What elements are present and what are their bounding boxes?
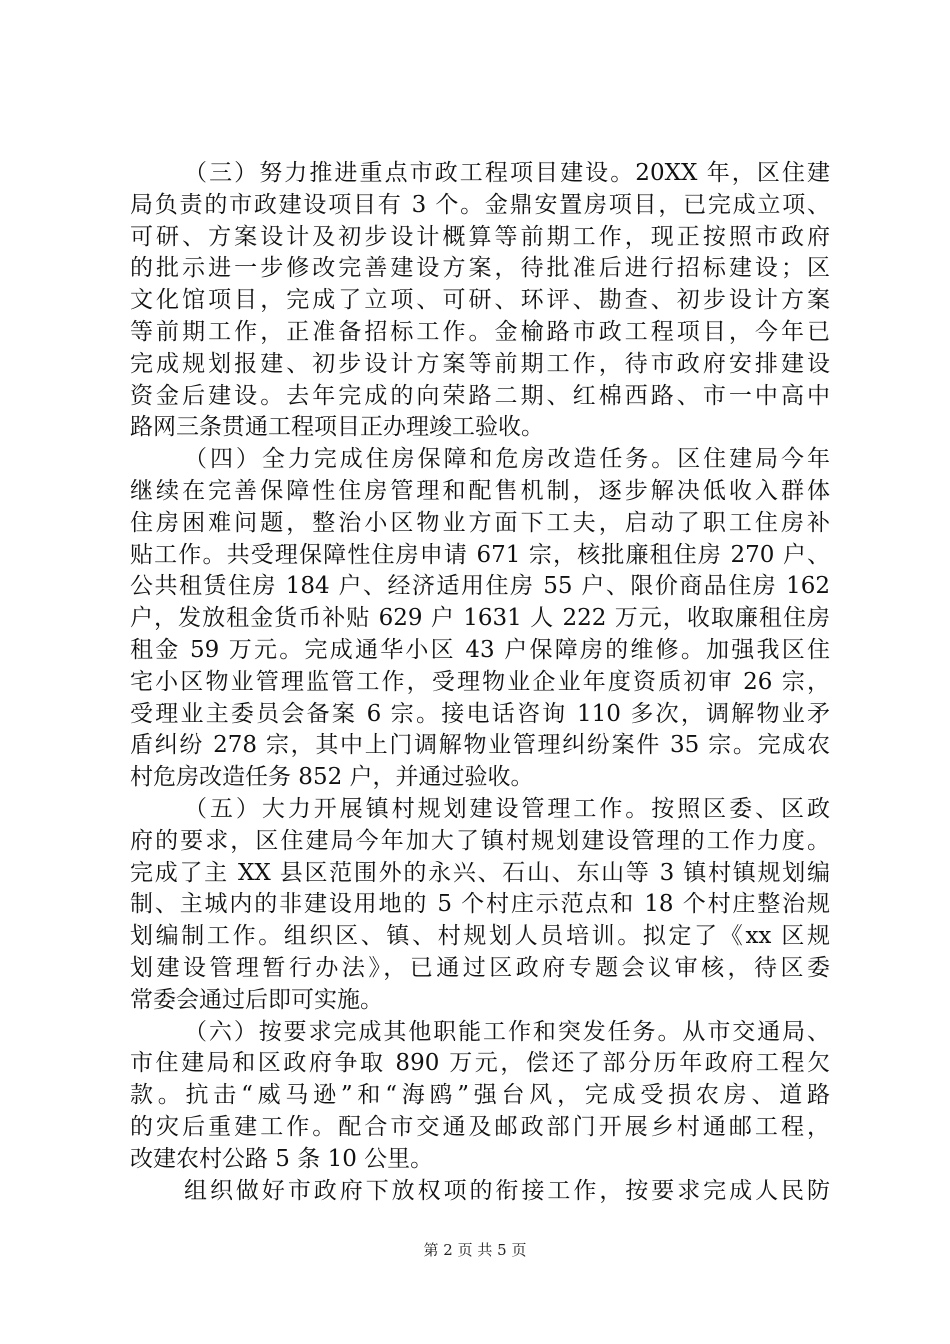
text-line: 租金 59 万元。完成通华小区 43 户保障房的维修。加强我区住: [130, 636, 830, 663]
text-line: 完成规划报建、初步设计方案等前期工作，待市政府安排建设: [130, 350, 830, 377]
text-line: 市住建局和区政府争取 890 万元，偿还了部分历年政府工程欠: [130, 1050, 830, 1077]
text-line: 等前期工作，正准备招标工作。金榆路市政工程项目，今年已: [130, 318, 830, 345]
text-line: 受理业主委员会备案 6 宗。接电话咨询 110 多次，调解物业矛: [130, 700, 830, 727]
text-line: 住房困难问题，整治小区物业方面下工夫，启动了职工住房补: [130, 509, 830, 536]
text-line: 常委会通过后即可实施。: [130, 986, 383, 1013]
text-line: 路网三条贯通工程项目正办理竣工验收。: [130, 414, 544, 441]
text-line: 的灾后重建工作。配合市交通及邮政部门开展乡村通邮工程，: [130, 1113, 830, 1140]
text-line: 户，发放租金货币补贴 629 户 1631 人 222 万元，收取廉租住房: [130, 605, 830, 632]
text-line: 宅小区物业管理监管工作，受理物业企业年度资质初审 26 宗，: [130, 668, 830, 695]
text-line: 完成了主 XX 县区范围外的永兴、石山、东山等 3 镇村镇规划编: [130, 859, 830, 886]
text-line: 盾纠纷 278 宗，其中上门调解物业管理纠纷案件 35 宗。完成农: [130, 732, 830, 759]
text-line: （六）按要求完成其他职能工作和突发任务。从市交通局、: [184, 1018, 830, 1045]
text-line: 组织做好市政府下放权项的衔接工作，按要求完成人民防: [184, 1177, 830, 1204]
text-line: 公共租赁住房 184 户、经济适用住房 55 户、限价商品住房 162: [130, 573, 830, 600]
text-line: （五）大力开展镇村规划建设管理工作。按照区委、区政: [184, 795, 830, 822]
text-line: 文化馆项目，完成了立项、可研、环评、勘查、初步设计方案: [130, 287, 830, 314]
text-line: （三）努力推进重点市政工程项目建设。20XX 年，区住建: [184, 160, 830, 186]
text-line: （四）全力完成住房保障和危房改造任务。区住建局今年: [184, 446, 830, 473]
page-footer: 第 2 页 共 5 页: [423, 1241, 527, 1259]
text-line: 的批示进一步修改完善建设方案，待批准后进行招标建设；区: [130, 255, 830, 282]
text-line: 贴工作。共受理保障性住房申请 671 宗，核批廉租住房 270 户、: [130, 541, 830, 568]
text-line: 资金后建设。去年完成的向荣路二期、红棉西路、市一中高中: [130, 382, 830, 409]
text-line: 府的要求，区住建局今年加大了镇村规划建设管理的工作力度。: [130, 827, 830, 854]
text-line: 划建设管理暂行办法》，已通过区政府专题会议审核，待区委: [130, 954, 830, 981]
document-body: [130, 158, 830, 1207]
text-line: 村危房改造任务 852 户，并通过验收。: [130, 764, 534, 791]
text-line: 制、主城内的非建设用地的 5 个村庄示范点和 18 个村庄整治规: [130, 891, 830, 918]
text-line: 可研、方案设计及初步设计概算等前期工作，现正按照市政府: [130, 223, 830, 250]
text-line: 继续在完善保障性住房管理和配售机制，逐步解决低收入群体: [130, 477, 830, 504]
text-line: 划编制工作。组织区、镇、村规划人员培训。拟定了《xx 区规: [130, 923, 830, 950]
text-line: 改建农村公路 5 条 10 公里。: [130, 1145, 434, 1172]
text-line: 局负责的市政建设项目有 3 个。金鼎安置房项目，已完成立项、: [130, 191, 830, 218]
text-line: 款。抗击“威马逊”和“海鸥”强台风，完成受损农房、道路: [130, 1082, 830, 1109]
